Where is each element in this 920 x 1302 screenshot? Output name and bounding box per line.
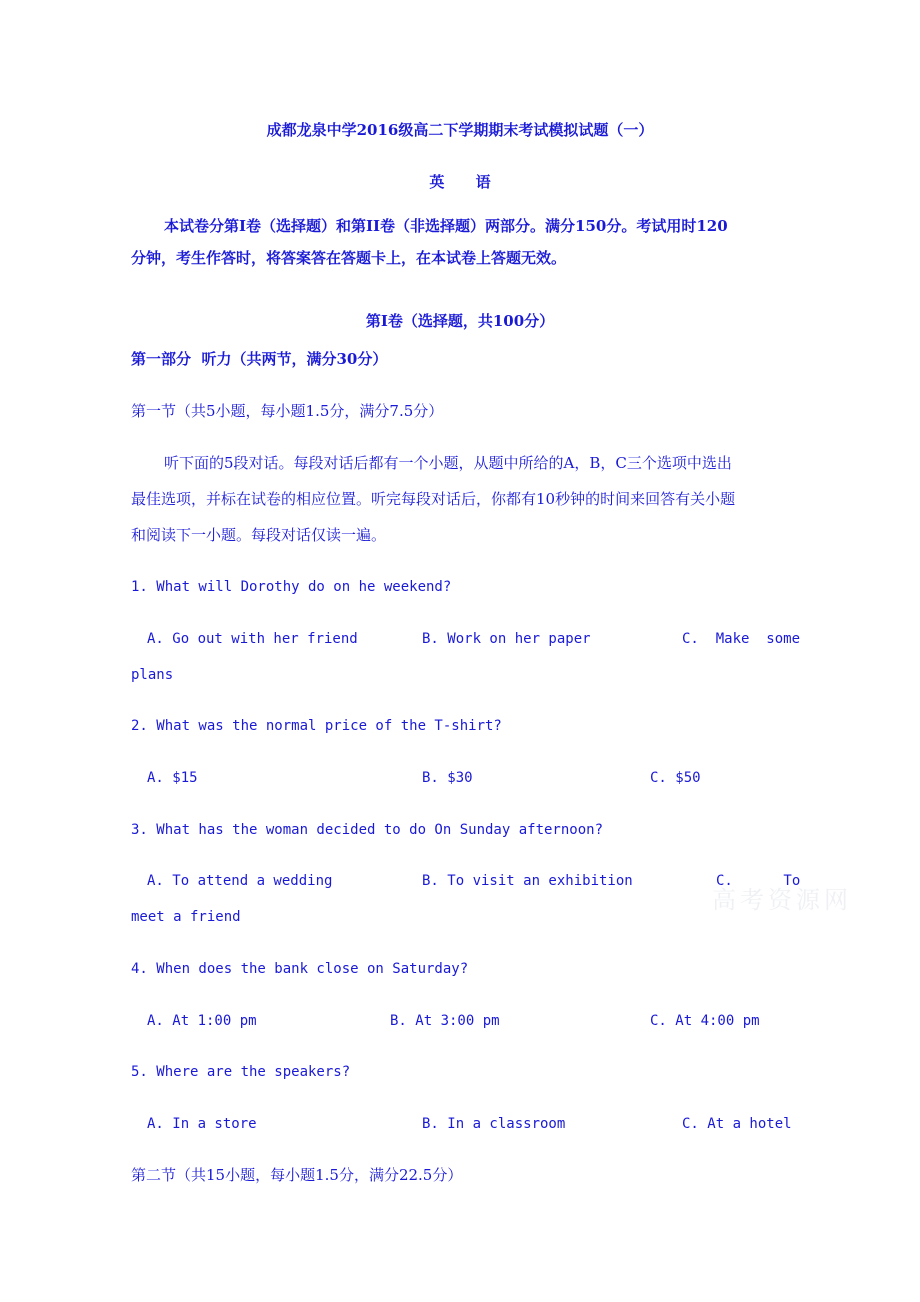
intro-line-1: 本试卷分第Ⅰ卷（选择题）和第II卷（非选择题）两部分。满分150分。考试用时120 xyxy=(164,217,728,235)
part-title: 第一部分 听力（共两节，满分30分） xyxy=(131,350,388,368)
volume-title: 第Ⅰ卷（选择题，共100分） xyxy=(365,312,555,330)
q1-option-c-wrap: plans xyxy=(131,667,174,683)
q4-option-a: A. At 1:00 pm xyxy=(147,1013,257,1029)
q1-option-b: B. Work on her paper xyxy=(422,631,591,647)
question-4: 4. When does the bank close on Saturday? xyxy=(131,961,469,977)
watermark: 高考资源网 xyxy=(712,886,852,914)
question-5: 5. Where are the speakers? xyxy=(131,1064,351,1080)
instruction-line-2: 最佳选项，并标在试卷的相应位置。听完每段对话后，你都有10秒钟的时间来回答有关小题 xyxy=(131,490,736,508)
q2-option-c: C. $50 xyxy=(650,770,701,786)
section2-title: 第二节（共15小题，每小题1.5分，满分22.5分） xyxy=(131,1166,463,1184)
q3-option-a: A. To attend a wedding xyxy=(147,873,333,889)
exam-title: 成都龙泉中学2016级高二下学期期末考试模拟试题（一） xyxy=(266,121,654,139)
subject-title: 英 语 xyxy=(429,173,491,191)
q1-option-a: A. Go out with her friend xyxy=(147,631,358,647)
instruction-line-3: 和阅读下一小题。每段对话仅读一遍。 xyxy=(131,526,387,544)
q1-option-c: C. Make some xyxy=(682,631,801,647)
instruction-line-1: 听下面的5段对话。每段对话后都有一个小题，从题中所给的A，B，C三个选项中选出 xyxy=(164,454,732,472)
question-3: 3. What has the woman decided to do On Sunday afternoon? xyxy=(131,822,604,838)
q2-option-b: B. $30 xyxy=(422,770,473,786)
q3-option-b: B. To visit an exhibition xyxy=(422,873,633,889)
q2-option-a: A. $15 xyxy=(147,770,198,786)
q5-option-a: A. In a store xyxy=(147,1116,257,1132)
question-1: 1. What will Dorothy do on he weekend? xyxy=(131,579,452,595)
q5-option-b: B. In a classroom xyxy=(422,1116,566,1132)
q3-option-c: C. To xyxy=(716,873,801,889)
q3-option-c-wrap: meet a friend xyxy=(131,909,241,925)
q4-option-b: B. At 3:00 pm xyxy=(390,1013,500,1029)
q5-option-c: C. At a hotel xyxy=(682,1116,792,1132)
section1-title: 第一节（共5小题，每小题1.5分，满分7.5分） xyxy=(131,402,444,420)
question-2: 2. What was the normal price of the T-shirt? xyxy=(131,718,502,734)
intro-line-2: 分钟，考生作答时，将答案答在答题卡上，在本试卷上答题无效。 xyxy=(131,249,567,267)
q4-option-c: C. At 4:00 pm xyxy=(650,1013,760,1029)
